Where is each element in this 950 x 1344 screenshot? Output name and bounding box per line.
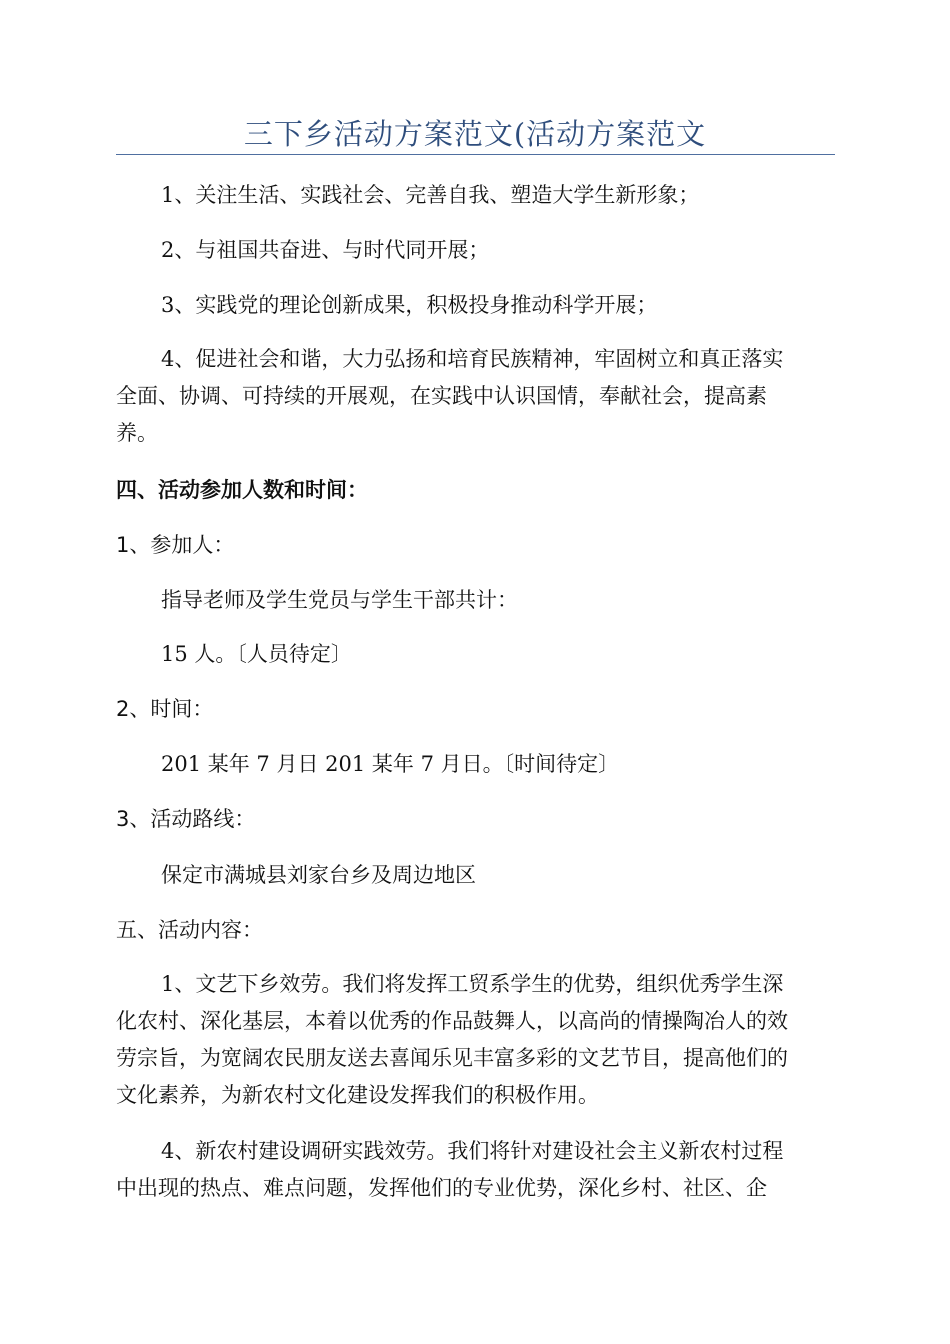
participants-description: 指导老师及学生党员与学生干部共计：	[161, 588, 518, 612]
route-description: 保定市满城县刘家台乡及周边地区	[161, 863, 476, 887]
paragraph-line: 劳宗旨，为宽阔农民朋友送去喜闻乐见丰富多彩的文艺节目，提高他们的	[116, 1046, 788, 1070]
paragraph-line: 养。	[116, 421, 158, 445]
paragraph-line: 化农村、深化基层，本着以优秀的作品鼓舞人，以高尚的情操陶冶人的效	[116, 1009, 788, 1033]
paragraph-line: 文化素养，为新农村文化建设发挥我们的积极作用。	[116, 1083, 599, 1107]
paragraph-line: 4、促进社会和谐，大力弘扬和培育民族精神，牢固树立和真正落实	[161, 347, 784, 371]
subheading-participants: 1、参加人：	[116, 533, 235, 557]
time-description: 201 某年 7 月日 201 某年 7 月日。〔时间待定〕	[161, 752, 620, 776]
paragraph-goal-4	[116, 341, 835, 452]
paragraph-content-1	[116, 966, 835, 1114]
subheading-time: 2、时间：	[116, 697, 214, 721]
paragraph-goal-1: 1、关注生活、实践社会、完善自我、塑造大学生新形象；	[161, 183, 700, 207]
document-title: 三下乡活动方案范文(活动方案范文	[243, 117, 707, 151]
paragraph-goal-3: 3、实践党的理论创新成果，积极投身推动科学开展；	[161, 293, 658, 317]
title-underline	[116, 154, 835, 155]
paragraph-line: 中出现的热点、难点问题，发挥他们的专业优势，深化乡村、社区、企	[116, 1176, 767, 1200]
participants-count: 15 人。〔人员待定〕	[161, 642, 352, 666]
paragraph-line: 4、新农村建设调研实践效劳。我们将针对建设社会主义新农村过程	[161, 1139, 784, 1163]
subheading-route: 3、活动路线：	[116, 807, 256, 831]
paragraph-line: 1、文艺下乡效劳。我们将发挥工贸系学生的优势，组织优秀学生深	[161, 972, 784, 996]
section-heading-5: 五、活动内容：	[116, 918, 263, 942]
paragraph-goal-2: 2、与祖国共奋进、与时代同开展；	[161, 238, 490, 262]
section-heading-4: 四、活动参加人数和时间：	[116, 478, 368, 502]
paragraph-line: 全面、协调、可持续的开展观，在实践中认识国情，奉献社会，提高素	[116, 384, 767, 408]
paragraph-content-4	[116, 1133, 835, 1207]
